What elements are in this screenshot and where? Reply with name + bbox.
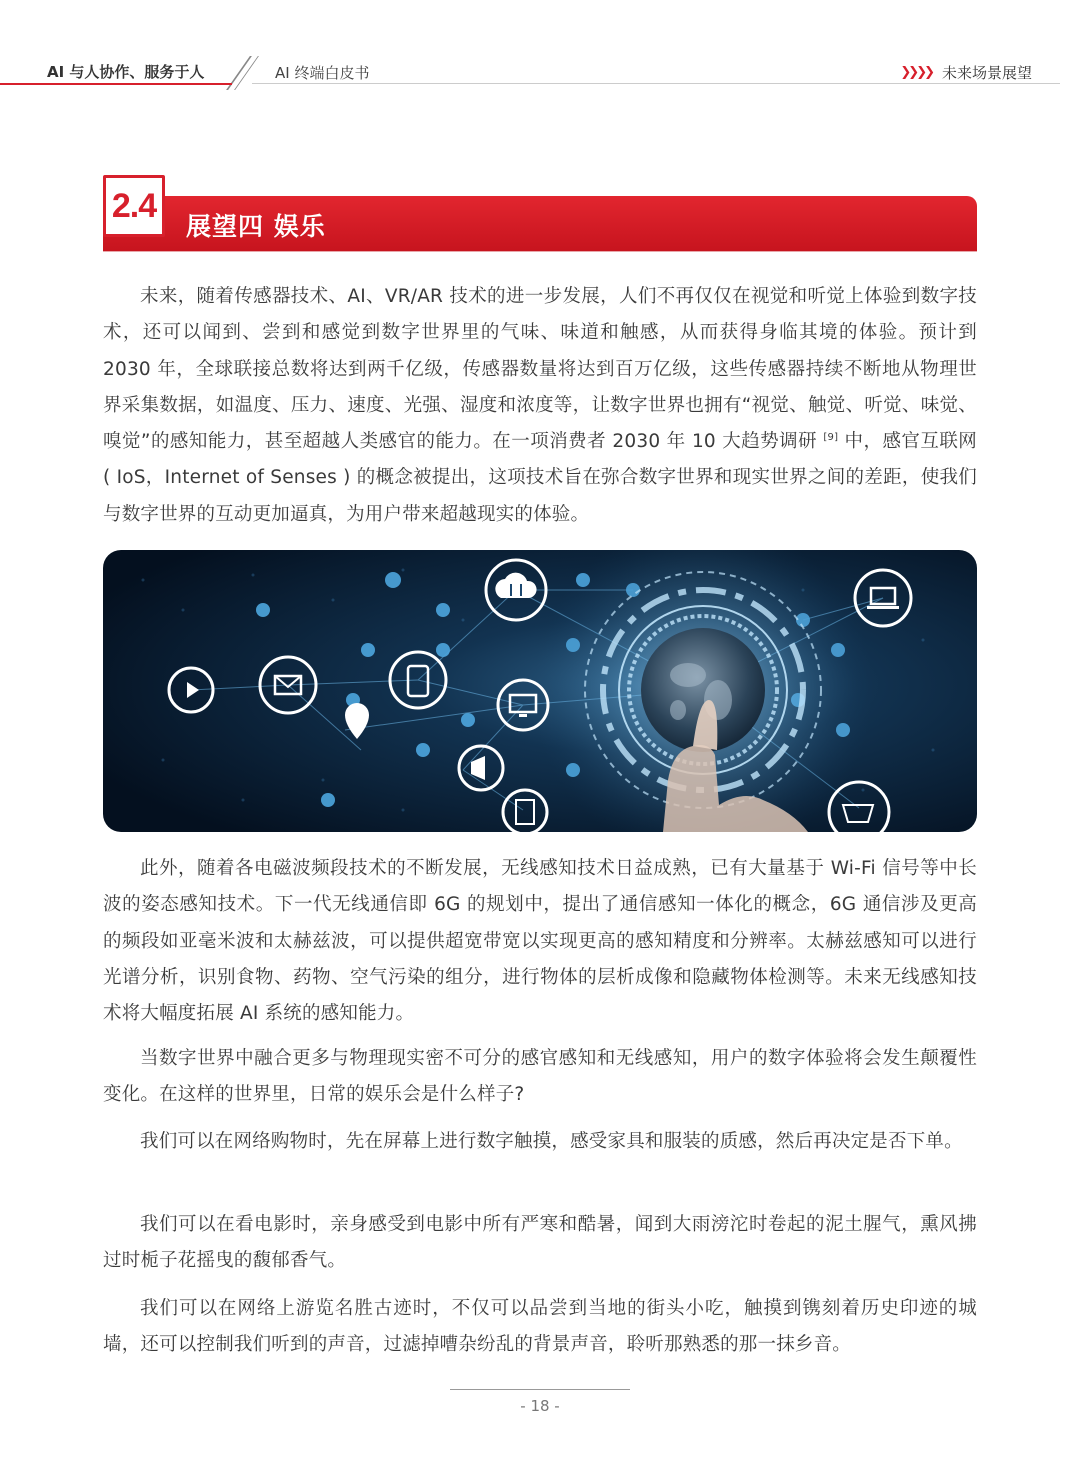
header-rule [252,83,1060,84]
header-chapter-label: 未来场景展望 [941,64,1032,82]
header-chapter [900,62,1032,83]
header-document-title: AI 终端白皮书 [275,64,370,82]
citation-ref: [9] [823,432,839,444]
paragraph-entertainment-question: 当数字世界中融合更多与物理现实密不可分的感官感知和无线感知，用户的数字体验将会发生颠覆性变化。在这样的世界里，日常的娱乐会是什么样子? [103,1048,977,1106]
section-number: 2.4 [111,186,157,225]
paragraph-sightseeing: 我们可以在网络上游览名胜古迹时，不仅可以品尝到当地的街头小吃，触摸到镌刻着历史印迹的城墙，还可以控制我们听到的声音，过滤掉嘈杂纷乱的背景声音，聆听那熟悉的那一抹乡音。 [103,1298,977,1356]
double-chevron-right-icon: ❯❯❯❯ [900,65,932,80]
paragraph-online-shopping: 我们可以在网络购物时，先在屏幕上进行数字触摸，感受家具和服装的质感，然后再决定是否下单。 [140,1131,963,1152]
page-number: - 18 - [520,1397,560,1415]
paragraph-intro-text-a: 未来，随着传感器技术、AI、VR/AR 技术的进一步发展，人们不再仅仅在视觉和听觉上体验到数字技术，还可以闻到、尝到和感觉到数字世界里的气味、味道和触感，从而获得身临其境的体验。预计到 2030 年，全球联接总数将达到两千亿级，传感器数量将达到百万亿级，这些传感器持续不断地从物理世界采集数据，如温度、压力、速度、光强、湿度和浓度等，让数字世界也拥有“视觉、触觉、听觉、味觉、嗅觉”的感知能力，甚至超越人类感官的能力。在一项消费者 2030 年 10 大趋势调研 [103,286,977,453]
section-title: 展望四 娱乐 [186,212,326,241]
paragraph-wireless-sensing: 此外，随着各电磁波频段技术的不断发展，无线感知技术日益成熟，已有大量基于 Wi-Fi 信号等中长波的姿态感知技术。下一代无线通信即 6G 的规划中，提出了通信感知一体化的概念，6G 通信涉及更高的频段如亚毫米波和太赫兹波，可以提供超宽带宽以实现更高的感知精度和分辨率。太赫兹感知可以进行光谱分析，识别食物、药物、空气污染的组分，进行物体的层析成像和隐藏物体检测等。未来无线感知技术将大幅度拓展 AI 系统的感知能力。 [103,858,977,1025]
paragraph-intro-text-b: 中，感官互联网 ( IoS，Internet of Senses ) 的概念被提出，这项技术旨在弥合数字世界和现实世界之间的差距，使我们与数字世界的互动更加逼真，为用户带来超越现实的体验。 [103,431,977,525]
footer-rule [450,1389,630,1390]
section-number-box [103,175,165,237]
internet-of-senses-illustration [103,550,977,832]
header-accent-rule [0,83,232,85]
paragraph-movies: 我们可以在看电影时，亲身感受到电影中所有严寒和酷暑，闻到大雨滂沱时卷起的泥土腥气，熏风拂过时栀子花摇曳的馥郁香气。 [103,1214,977,1272]
paragraph-intro [103,279,977,533]
header-report-title: AI 与人协作、服务于人 [47,63,205,81]
